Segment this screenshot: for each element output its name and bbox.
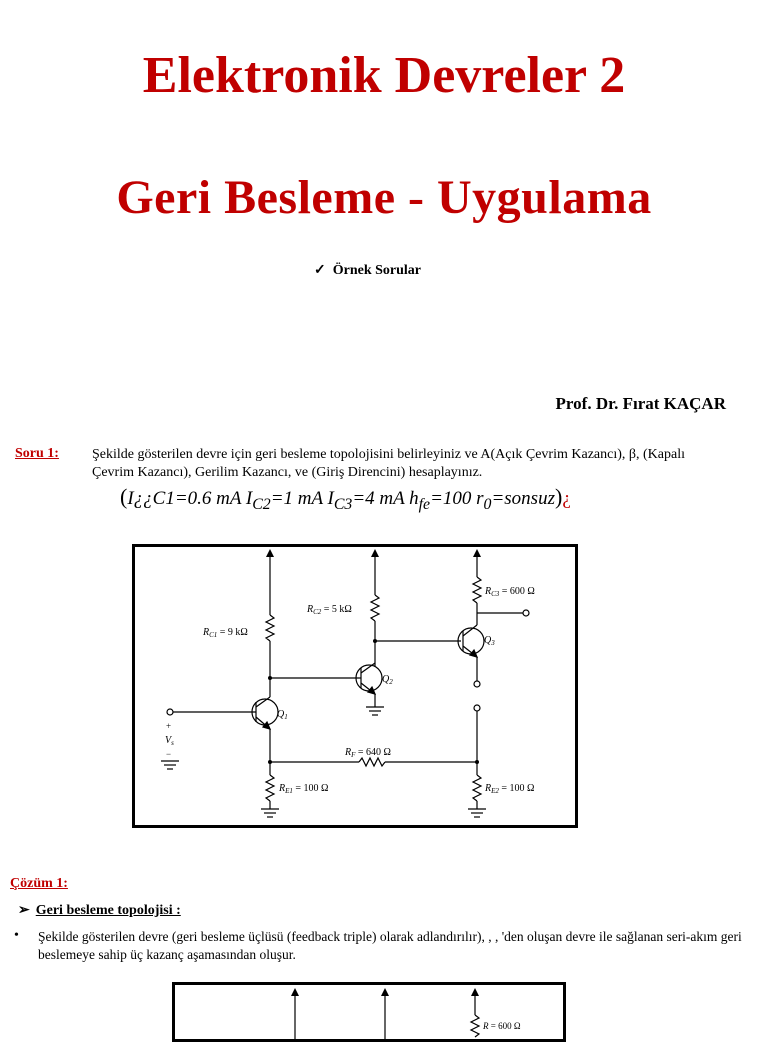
q3-label: $Q_3$ <box>484 635 495 647</box>
formula-part: =sonsuz <box>491 488 555 509</box>
formula-sub: 0 <box>483 495 492 513</box>
output-terminal <box>523 610 529 616</box>
formula-trail: ¿ <box>562 488 571 509</box>
input-terminal <box>167 709 173 715</box>
q1-transistor <box>252 697 278 729</box>
question-text: Şekilde gösterilen devre için geri besleme topolojisini belirleyiniz ve A(Açık Çevrim Kazancı), β, (Kapalı Çevrim Kazancı), Gerilim Kazancı, ve (Giriş Direncini) hesaplayınız. <box>92 447 685 480</box>
junction-dot <box>268 760 272 764</box>
solution-description: Şekilde gösterilen devre (geri besleme üçlüsü (feedback triple) olarak adlandırılır), , , 'den oluşan devre ile sağlanan seri-akım geri beslemeye sahip üç kazanç aşamasından oluşur. <box>38 929 742 962</box>
supply-arrow-icon <box>266 549 481 557</box>
q2-label: $Q_2$ <box>382 674 393 686</box>
rc1-resistor <box>266 615 274 641</box>
circuit-schematic-partial <box>175 985 563 1039</box>
formula-part: =1 mA I <box>270 488 334 509</box>
examples-bullet <box>314 262 421 279</box>
vs-minus: − <box>166 749 172 759</box>
topology-heading-text: Geri besleme topolojisi : <box>35 903 181 918</box>
arrow-bullet-icon: ➢ <box>18 903 30 918</box>
feedback-triple-circuit <box>132 544 578 828</box>
ground-icon <box>468 809 486 817</box>
test-node <box>474 681 480 687</box>
ground-icon <box>261 809 279 817</box>
circuit-schematic <box>135 547 575 825</box>
rc2-resistor <box>371 595 379 621</box>
junction-dot <box>268 676 272 680</box>
page-title: Elektronik Devreler 2 <box>142 47 626 104</box>
rc3-label: $R_{C3} = 600$ Ω <box>485 586 535 598</box>
formula-garble: I¿¿ <box>127 488 153 509</box>
formula-close-paren: ) <box>554 484 563 509</box>
formula-open-paren: ( <box>120 484 128 509</box>
page-subtitle: Geri Besleme - Uygulama <box>116 171 652 224</box>
rc3-partial-label: R = 600 Ω <box>483 1021 521 1031</box>
given-values-formula <box>120 484 571 514</box>
q3-transistor <box>458 625 484 657</box>
test-node <box>474 705 480 711</box>
ground-icon <box>161 761 179 769</box>
ground-icon <box>366 707 384 715</box>
formula-part: =4 mA h <box>352 488 419 509</box>
feedback-triple-circuit-repeat <box>172 982 566 1042</box>
formula-sub: C3 <box>333 495 353 513</box>
vs-plus: + <box>166 721 172 731</box>
re2-label: $R_{E2} = 100$ Ω <box>485 783 535 795</box>
bullet-dot: • <box>14 928 19 943</box>
solution-label: Çözüm 1: <box>10 876 68 891</box>
author-name: Prof. Dr. Fırat KAÇAR <box>555 394 726 413</box>
formula-part: =100 r <box>430 488 484 509</box>
re1-resistor <box>266 775 274 801</box>
junction-dot <box>475 760 479 764</box>
re1-label: $R_{E1} = 100$ Ω <box>279 783 329 795</box>
rc3-resistor <box>473 577 481 603</box>
question-label: Soru 1: <box>15 446 59 461</box>
formula-sub: C2 <box>252 495 271 513</box>
re2-resistor <box>473 775 481 801</box>
examples-label: Örnek Sorular <box>332 263 422 278</box>
rc3-resistor <box>471 1015 479 1037</box>
junction-dot <box>373 639 377 643</box>
check-icon: ✓ <box>314 263 326 278</box>
formula-part: C1=0.6 mA I <box>152 488 253 509</box>
formula-sub: fe <box>418 495 431 513</box>
q1-label: $Q_1$ <box>277 709 288 721</box>
supply-arrow-icon <box>291 988 479 996</box>
vs-label: $V_s$ <box>165 735 174 747</box>
rc2-label: $R_{C2} = 5$ kΩ <box>307 604 352 616</box>
rf-label: $R_F = 640$ Ω <box>345 747 391 759</box>
rc1-label: $R_{C1} = 9$ kΩ <box>203 627 248 639</box>
topology-heading <box>18 902 181 919</box>
rf-resistor <box>359 758 385 766</box>
